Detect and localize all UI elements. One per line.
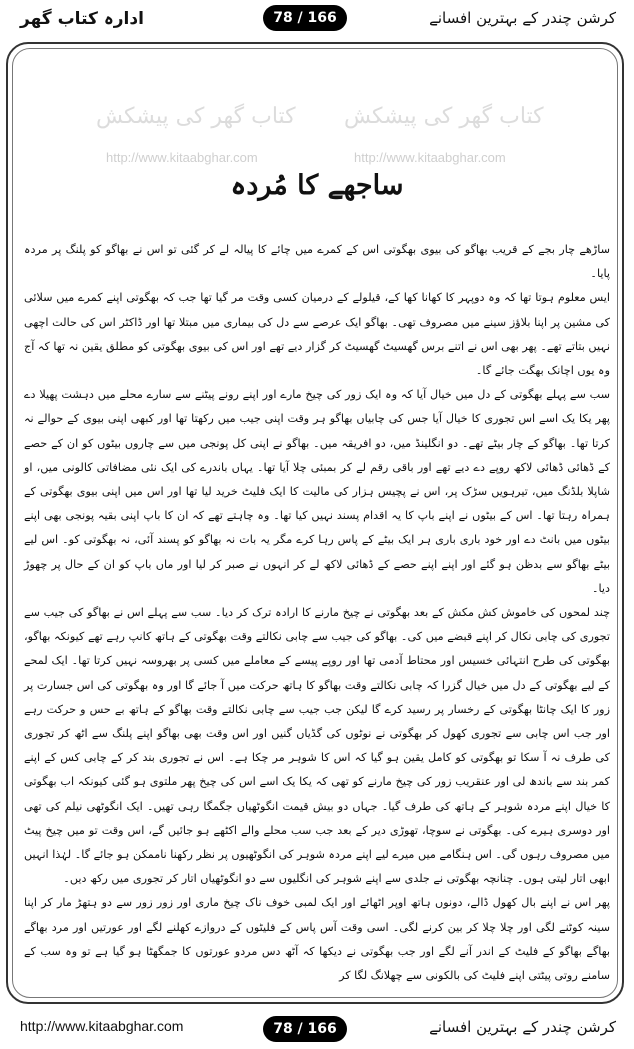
- story-body: [24, 238, 610, 988]
- story-paragraph: ایس معلوم ہوتا تھا کہ وہ دوپہر کا کھانا کھا کے، قیلولے کے درمیان کسی وقت مر گیا تھا جب کہ بھگوتی اپنے کمرے میں سلائی کی مشین پر اپنا بلاؤز سینے میں مصروف تھی۔ بھاگو ایک عرصے سے دل کی بیماری میں مبتلا تھا اور ڈاکٹر اس کی حالت اچھی نہیں بتاتے تھے۔ پھر بھی اس نے اتنے برس گھسیٹ گھسیٹ کر گزار دیے تھے اور اس کی بیوی بھگوتی کو مطلق یقین نہ تھا کہ آج وہ یوں اچانک بھگت جائے گا۔: [24, 291, 610, 378]
- story-paragraph: ساڑھے چار بجے کے قریب بھاگو کی بیوی بھگوتی اس کے کمرے میں چائے کا پیالہ لے کر گئی تو اس نے بھاگو کو پلنگ پر مردہ پایا۔: [24, 243, 610, 281]
- watermark-text: کتاب گھر کی پیشکش: [96, 104, 296, 129]
- book-title: کرشن چندر کے بہترین افسانے: [429, 9, 616, 27]
- watermark-text: کتاب گھر کی پیشکش: [344, 104, 544, 129]
- watermark-url: http://www.kitaabghar.com: [106, 150, 258, 165]
- footer-url[interactable]: http://www.kitaabghar.com: [20, 1018, 184, 1034]
- publisher-name: ادارہ کتاب گھر: [20, 9, 144, 29]
- page-header: [0, 0, 634, 42]
- story-paragraph: چند لمحوں کی خاموش کش مکش کے بعد بھگوتی نے چیخ مارنے کا ارادہ ترک کر دیا۔ سب سے پہلے اس نے بھاگو کی جیب سے تجوری کی چابی نکال کر اپنے قبضے میں کی۔ بھاگو کی جیب سے چابی نکالتے وقت بھگوتی کے ہاتھ کانپ رہے تھے کیونکہ بھاگو، بھگوتی کی طرح انتہائی خسیس اور محتاط آدمی تھا اور روپے پیسے کے معاملے میں کسی پر بھروسہ نہیں کرتا تھا۔ ایک لمحے کے لیے بھگوتی کے دل میں خیال گزرا کہ چابی نکالتے وقت بھاگو کا ہاتھ حرکت میں آ جائے گا اور وہ بھگوتی کی اس جسارت پر زور کا ایک چانٹا بھگوتی کے رخسار پر رسید کرے گا لیکن جب جیب سے چابی نکالتے وقت بھاگو کے ہاتھ بے حس و حرکت رہے اور جب اس چابی سے تجوری کھول کر بھگوتی نے نوٹوں کی گڈیاں گنیں اور اس وقت بھی بھاگو اپنے پلنگ سے اٹھ کر تجوری کی طرف نہ آ سکا تو بھگوتی کو کامل یقین ہو گیا کہ اس کا شوہر مر چکا ہے۔ اس نے تجوری بند کر کے چابی کس کے اپنے کمر بند سے باندھ لی اور عنقریب زور کی چیخ مارنے کو تھی کہ یکا یک اسے اس کی چیخ پھر ملتوی ہو گئی کیونکہ اب بھگوتی کا خیال اپنے مردہ شوہر کے ہاتھ کی طرف گیا۔ جہاں دو بیش قیمت انگوٹھیاں جگمگا رہی تھیں۔ ایک انگوٹھی نیلم کی تھی اور دوسری ہیرے کی۔ بھگوتی نے سوچا، تھوڑی دیر کے بعد جب سب محلے والے اکٹھے ہو جائیں گے، اس وقت تو میں چیخ پیٹ میں مصروف رہوں گی۔ اس ہنگامے میں میرے لیے اپنے مردہ شوہر کی انگوٹھیوں پر نظر رکھنا ناممکن ہو جائے گا۔ لہٰذا انہیں ابھی اتار لیتی ہوں۔ چنانچہ بھگوتی نے جلدی سے اپنے شوہر کی انگلیوں سے دو انگوٹھیاں اتار کر تجوری میں رکھ دیں۔: [24, 606, 610, 886]
- story-paragraph: سب سے پہلے بھگوتی کے دل میں خیال آیا کہ وہ ایک زور کی چیخ مارے اور اپنے رونے پیٹنے سے سارے محلے میں دہشت پھیلا دے پھر یکا یک اسے اس تجوری کا خیال آیا جس کی چابیاں بھاگو ہر وقت اپنی جیب میں رکھتا تھا اور کبھی اپنی بیوی کے حوالے نہ کرتا تھا۔ بھاگو کے چار بیٹے تھے۔ دو انگلینڈ میں، دو افریقہ میں۔ بھاگو نے اپنی کل پونجی میں سے چاروں بیٹوں کو ان کے حصے کے ڈھائی ڈھائی لاکھ روپے دے دیے تھے اور باقی رقم لے کر بمبئی چلا آیا تھا۔ یہاں باندرے کی ایک نئی مضافاتی کالونی میں، او شاپلا بلڈنگ میں، تیرہویں سڑک پر، اس نے پچیس ہزار کی مالیت کا ایک فلیٹ خرید لیا تھا اور اس میں اپنی بیوی بھگوتی کے ہمراہ رہتا تھا۔ اس کے بیٹوں نے اپنے باپ کا یہ اقدام پسند نہیں کیا تھا۔ وہ چاہتے تھے کہ ان کا باپ اپنی بقیہ پونجی بھی اپنے بیٹوں میں بانٹ دے اور خود باری باری ہر ایک بیٹے کے پاس رہا کرے مگر یہ بات نہ بھاگو کو پسند آئی، نہ بھگوتی کو۔ اس لیے بیٹے بھاگو سے بدظن ہو گئے اور اپنے اپنے حصے کے ڈھائی لاکھ لے کر انہوں نے صبر کر لیا اور ماں باپ کو ان کے حال پر چھوڑ دیا۔: [24, 388, 610, 595]
- page-footer: [0, 1008, 634, 1049]
- watermark-url: http://www.kitaabghar.com: [354, 150, 506, 165]
- story-paragraph: پھر اس نے اپنے بال کھول ڈالے، دونوں ہاتھ اوپر اٹھائے اور ایک لمبی خوف ناک چیخ ماری اور زور زور سے دو ہتھڑ مار کر اپنا سینہ کوٹنے لگی اور چلا چلا کر بین کرنے لگی۔ اسی وقت آس پاس کے فلیٹوں کے دروازے کھلنے لگے اور عورتیں اور مرد بھاگے بھاگے بھاگو کے فلیٹ کے اندر آنے لگے اور جب بھگوتی نے دیکھا کہ آٹھ دس مردو عورتوں کا جمگھٹا ہو گیا ہے تو وہ سب کے سامنے روتی پیٹتی اپنے فلیٹ کی بالکونی سے چھلانگ لگا کر: [24, 896, 610, 983]
- story-title: ساجھے کا مُردہ: [230, 170, 404, 201]
- footer-book-title: کرشن چندر کے بہترین افسانے: [429, 1018, 616, 1036]
- page-number-badge: 78 / 166: [263, 5, 347, 31]
- footer-page-number-badge: 78 / 166: [263, 1016, 347, 1042]
